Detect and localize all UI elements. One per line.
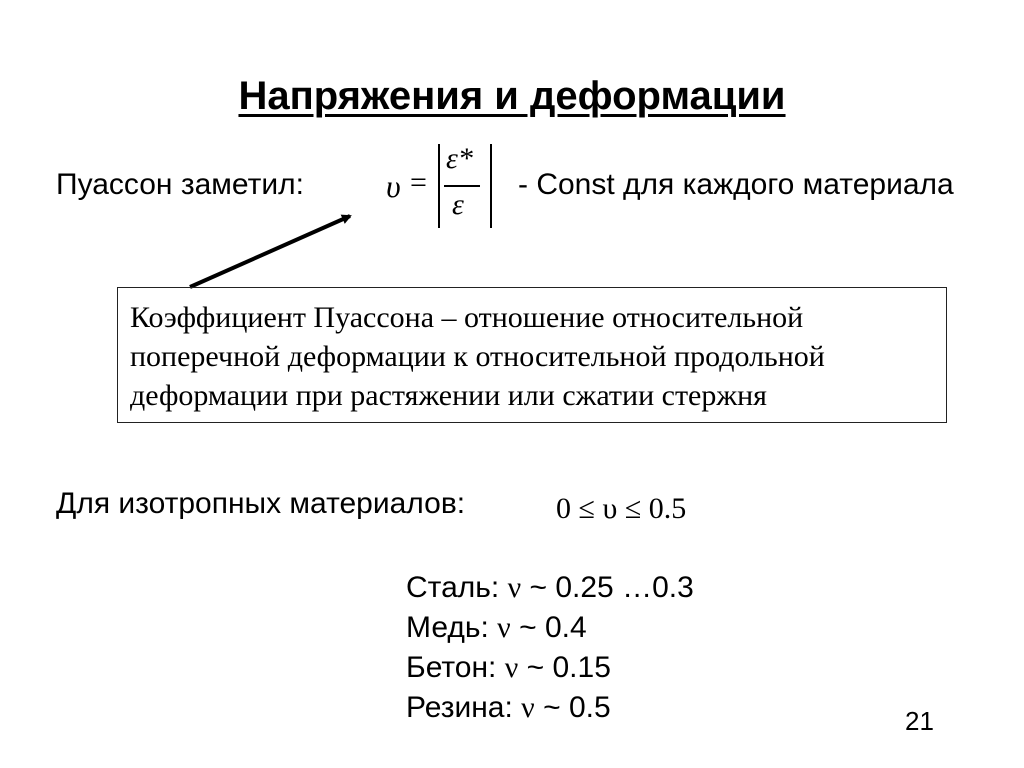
definition-line: деформации при растяжении или сжатии стержня — [130, 379, 767, 412]
material-value: ~ 0.25 …0.3 — [529, 571, 694, 604]
material-value: ~ 0.4 — [519, 611, 587, 644]
material-name: Бетон: — [406, 651, 497, 684]
material-symbol: ν — [504, 651, 519, 684]
material-value: ~ 0.5 — [543, 691, 611, 724]
material-name: Медь: — [406, 611, 489, 644]
material-name: Резина: — [406, 691, 513, 724]
material-item — [406, 688, 694, 728]
formula-equals: = — [410, 166, 427, 199]
material-symbol: ν — [507, 571, 522, 604]
material-symbol: ν — [497, 611, 511, 644]
formula-lhs: υ — [386, 168, 401, 204]
definition-box — [117, 287, 947, 423]
material-value: ~ 0.15 — [526, 651, 611, 684]
definition-line: поперечной деформации к относительной продольной — [130, 340, 825, 373]
isotropic-label: Для изотропных материалов: — [56, 487, 466, 520]
material-symbol: ν — [521, 691, 535, 724]
definition-line: Коэффициент Пуассона – отношение относительной — [130, 301, 804, 334]
formula-denominator: ε — [452, 188, 464, 221]
const-note: - Const для каждого материала — [518, 168, 954, 201]
material-item — [406, 568, 694, 608]
materials-list — [406, 568, 694, 728]
material-name: Сталь: — [406, 571, 500, 604]
poisson-range: 0 ≤ υ ≤ 0.5 — [556, 492, 687, 525]
page-number: 21 — [905, 706, 934, 736]
formula-numerator: ε* — [446, 142, 473, 175]
slide-title: Напряжения и деформации — [238, 74, 786, 118]
poisson-observed-label: Пуассон заметил: — [56, 168, 304, 201]
material-item — [406, 608, 694, 648]
material-item — [406, 648, 694, 688]
